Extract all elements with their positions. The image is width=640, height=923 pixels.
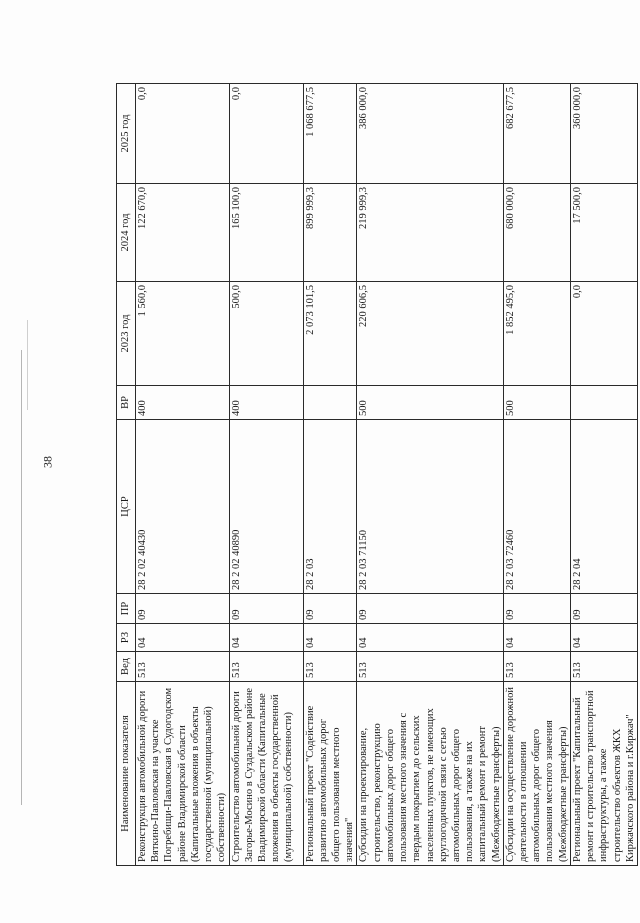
cell-rz: 04	[229, 624, 303, 652]
header-row	[117, 84, 136, 866]
table-row	[570, 84, 637, 866]
header-vr: ВР	[117, 386, 136, 420]
cell-2023: 1 560,0	[136, 282, 230, 386]
cell-2025: 386 000,0	[357, 84, 503, 184]
cell-pr: 09	[357, 594, 503, 624]
cell-rz: 04	[570, 624, 637, 652]
cell-ved: 513	[357, 652, 503, 682]
page-number: 38	[40, 456, 55, 468]
budget-table	[116, 83, 638, 866]
cell-2025: 682 677,5	[503, 84, 570, 184]
header-pr: ПР	[117, 594, 136, 624]
cell-ved: 513	[503, 652, 570, 682]
cell-2023: 220 606,5	[357, 282, 503, 386]
cell-2024: 17 500,0	[570, 184, 637, 282]
cell-vr	[570, 386, 637, 420]
cell-2025: 360 000,0	[570, 84, 637, 184]
cell-2024: 122 670,0	[136, 184, 230, 282]
cell-name: Региональный проект "Капитальный ремонт и строительство транспортной инфраструктуры, а также строительство объектов ЖКХ Киржачского района и г.Киржач"	[570, 682, 637, 866]
binding-margin-line	[21, 350, 22, 805]
cell-csr: 28 2 03	[303, 420, 357, 594]
cell-vr: 500	[503, 386, 570, 420]
cell-csr: 28 2 03 72460	[503, 420, 570, 594]
header-ved: Вед	[117, 652, 136, 682]
cell-rz: 04	[136, 624, 230, 652]
header-rz: РЗ	[117, 624, 136, 652]
cell-csr: 28 2 03 71150	[357, 420, 503, 594]
cell-vr	[303, 386, 357, 420]
cell-csr: 28 2 02 40890	[229, 420, 303, 594]
table-row	[357, 84, 503, 866]
cell-pr: 09	[136, 594, 230, 624]
cell-2025: 0,0	[229, 84, 303, 184]
cell-2024: 165 100,0	[229, 184, 303, 282]
cell-pr: 09	[570, 594, 637, 624]
table-row	[136, 84, 230, 866]
cell-csr: 28 2 04	[570, 420, 637, 594]
header-name: Наименование показателя	[117, 682, 136, 866]
cell-vr: 400	[229, 386, 303, 420]
cell-name: Субсидии на осуществление дорожной деятельности в отношении автомобильных дорог общего пользования местного значения (Межбюджетные трансферты)	[503, 682, 570, 866]
header-2023: 2023 год	[117, 282, 136, 386]
cell-vr: 400	[136, 386, 230, 420]
cell-rz: 04	[503, 624, 570, 652]
cell-ved: 513	[570, 652, 637, 682]
cell-2023: 1 852 495,0	[503, 282, 570, 386]
cell-2025: 1 068 677,5	[303, 84, 357, 184]
cell-rz: 04	[357, 624, 503, 652]
table-row	[503, 84, 570, 866]
cell-name: Реконструкция автомобильной дороги Вяткино-Павловская на участке Погребищи-Павловская в Судогодском районе Владимирской области (Капитальные вложения в объекты государственной (муниципальной) собственности)	[136, 682, 230, 866]
header-2025: 2025 год	[117, 84, 136, 184]
cell-2024: 899 999,3	[303, 184, 357, 282]
cell-vr: 500	[357, 386, 503, 420]
cell-2025: 0,0	[136, 84, 230, 184]
binding-margin-line	[27, 320, 28, 410]
cell-name: Субсидии на проектирование, строительство, реконструкцию автомобильных дорог общего пользования местного значения с твердым покрытием до сельских населенных пунктов, не имеющих круглогодичной связи с сетью автомобильных дорог общего пользования, а также на их капитальный ремонт и ремонт (Межбюджетные трансферты)	[357, 682, 503, 866]
header-csr: ЦСР	[117, 420, 136, 594]
cell-2024: 219 999,3	[357, 184, 503, 282]
table-row	[229, 84, 303, 866]
cell-2023: 2 073 101,5	[303, 282, 357, 386]
header-2024: 2024 год	[117, 184, 136, 282]
cell-name: Региональный проект "Содействие развитию автомобильных дорог общего пользования местного значения"	[303, 682, 357, 866]
cell-name: Строительство автомобильной дороги Загорье-Мосино в Суздальском районе Владимирской области (Капитальные вложения в объекты государственной (муниципальной) собственности)	[229, 682, 303, 866]
cell-ved: 513	[229, 652, 303, 682]
table-row	[303, 84, 357, 866]
cell-pr: 09	[503, 594, 570, 624]
cell-pr: 09	[229, 594, 303, 624]
cell-rz: 04	[303, 624, 357, 652]
cell-ved: 513	[303, 652, 357, 682]
cell-csr: 28 2 02 40430	[136, 420, 230, 594]
budget-table-rotated	[116, 84, 636, 866]
cell-ved: 513	[136, 652, 230, 682]
cell-2024: 680 000,0	[503, 184, 570, 282]
cell-pr: 09	[303, 594, 357, 624]
cell-2023: 0,0	[570, 282, 637, 386]
cell-2023: 500,0	[229, 282, 303, 386]
